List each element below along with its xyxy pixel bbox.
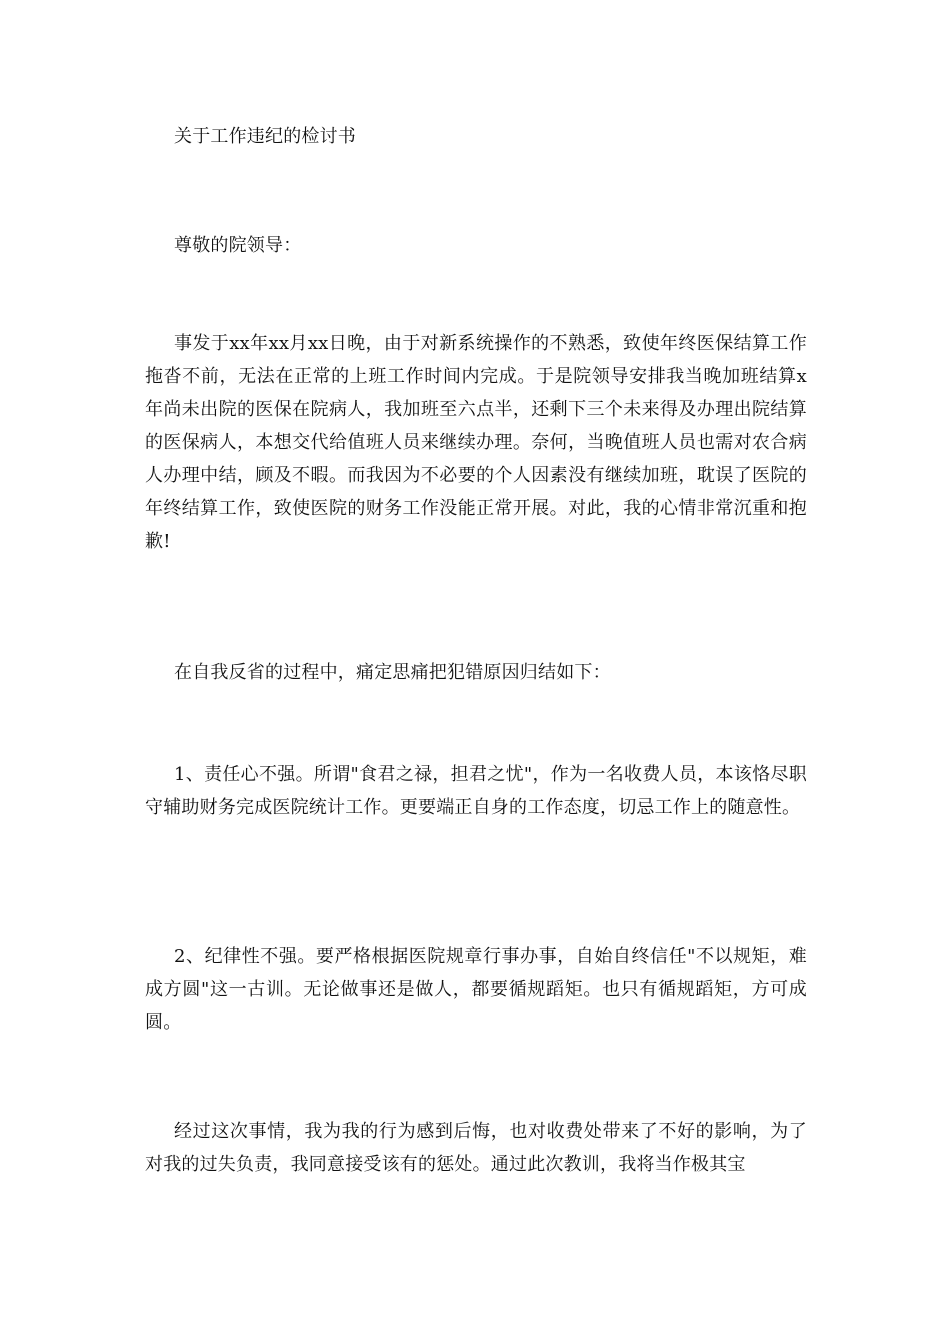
paragraph-incident: 事发于xx年xx月xx日晚，由于对新系统操作的不熟悉，致使年终医保结算工作拖沓不前，无法在正常的上班工作时间内完成。于是院领导安排我当晚加班结算x年尚未出院的医保在院病人，我加班至六点半，还剩下三个未来得及办理出院结算的医保病人，本想交代给值班人员来继续办理。奈何，当晚值班人员也需对农合病人办理中结，顾及不暇。而我因为不必要的个人因素没有继续加班，耽误了医院的年终结算工作，致使医院的财务工作没能正常开展。对此，我的心情非常沉重和抱歉! xyxy=(145,333,807,552)
paragraph-reason-1: 1、责任心不强。所谓"食君之禄，担君之忧"，作为一名收费人员，本该恪尽职守辅助财务完成医院统计工作。更要端正自身的工作态度，切忌工作上的随意性。 xyxy=(145,764,807,818)
paragraph-conclusion: 经过这次事情，我为我的行为感到后悔，也对收费处带来了不好的影响，为了对我的过失负责，我同意接受该有的惩处。通过此次教训，我将当作极其宝 xyxy=(145,1121,807,1175)
paragraph-reason-2: 2、纪律性不强。要严格根据医院规章行事办事，自始自终信任"不以规矩，难成方圆"这一古训。无论做事还是做人，都要循规蹈矩。也只有循规蹈矩，方可成圆。 xyxy=(145,946,807,1033)
document-title: 关于工作违纪的检讨书 xyxy=(174,126,356,147)
paragraph-reflection-intro: 在自我反省的过程中，痛定思痛把犯错原因归结如下： xyxy=(174,662,611,683)
salutation: 尊敬的院领导： xyxy=(174,235,302,256)
